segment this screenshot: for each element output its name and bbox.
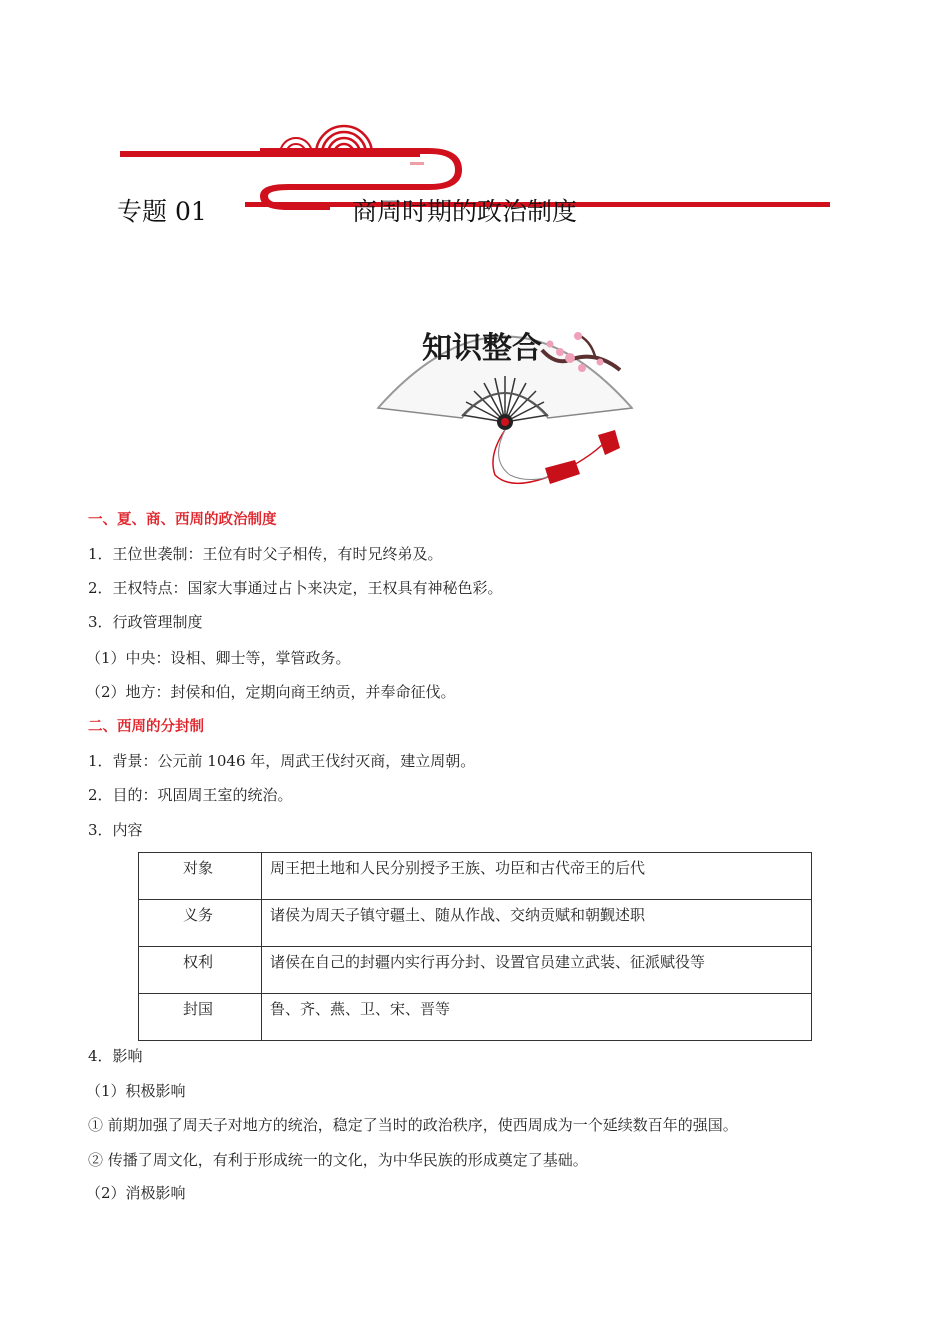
- fengjian-content-table: [138, 852, 812, 1041]
- table-key: 义务: [139, 900, 262, 947]
- table-value: 诸侯为周天子镇守疆土、随从作战、交纳贡赋和朝觐述职: [262, 900, 812, 947]
- list-item: 1．王位世袭制：王位有时父子相传，有时兄终弟及。: [88, 545, 443, 563]
- list-item: 2．目的：巩固周王室的统治。: [88, 786, 293, 804]
- list-item: ① 前期加强了周天子对地方的统治，稳定了当时的政治秩序，使西周成为一个延续数百年的强国。: [88, 1116, 738, 1134]
- fan-caption: 知识整合: [422, 331, 542, 366]
- list-item: 3．内容: [88, 821, 143, 839]
- table-row: [139, 947, 812, 994]
- list-item: （1）积极影响: [86, 1082, 186, 1100]
- table-value: 周王把土地和人民分别授予王族、功臣和古代帝王的后代: [262, 853, 812, 900]
- table-value: 鲁、齐、燕、卫、宋、晋等: [262, 994, 812, 1041]
- list-item: （2）消极影响: [86, 1184, 186, 1202]
- list-item: 2．王权特点：国家大事通过占卜来决定，王权具有神秘色彩。: [88, 579, 503, 597]
- section-heading-1: 一、夏、商、西周的政治制度: [88, 512, 277, 528]
- table-row: [139, 994, 812, 1041]
- table-key: 权利: [139, 947, 262, 994]
- table-key: 封国: [139, 994, 262, 1041]
- list-item: ② 传播了周文化，有利于形成统一的文化，为中华民族的形成奠定了基础。: [88, 1151, 588, 1169]
- section-heading-2: 二、西周的分封制: [88, 719, 204, 735]
- list-item: 3．行政管理制度: [88, 613, 203, 631]
- page-title: 商周时期的政治制度: [352, 197, 578, 226]
- list-item: 1．背景：公元前 1046 年，周武王伐纣灭商，建立周朝。: [88, 752, 476, 770]
- list-item: 4．影响: [88, 1047, 143, 1065]
- topic-label: 专题 01: [117, 197, 207, 226]
- table-key: 对象: [139, 853, 262, 900]
- list-item: （2）地方：封侯和伯，定期向商王纳贡，并奉命征伐。: [86, 683, 456, 701]
- table-row: [139, 900, 812, 947]
- table-row: [139, 853, 812, 900]
- list-item: （1）中央：设相、卿士等，掌管政务。: [86, 649, 351, 667]
- fan-illustration: [370, 290, 640, 495]
- table-value: 诸侯在自己的封疆内实行再分封、设置官员建立武装、征派赋役等: [262, 947, 812, 994]
